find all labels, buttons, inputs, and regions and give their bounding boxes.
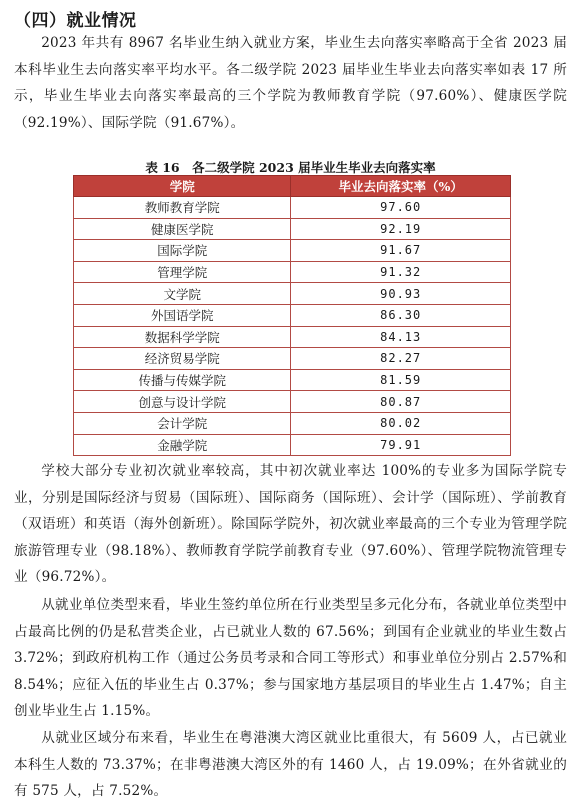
paragraph-regions: 从就业区域分布来看，毕业生在粤港澳大湾区就业比重很大，有 5609 人，占已就业本科生人数的 73.37%；在非粤港澳大湾区外的有 1460 人，占 19.09%；在外省就业的有 575 人，占 7.52%。 [14, 730, 567, 799]
table-row [74, 326, 511, 348]
college-cell: 经济贸易学院 [74, 348, 291, 370]
table-row [74, 348, 511, 370]
rate-cell: 79.91 [291, 434, 511, 456]
table-row [74, 240, 511, 262]
college-cell: 文学院 [74, 283, 291, 305]
rate-cell: 97.60 [291, 197, 511, 219]
paragraph-employer-types: 从就业单位类型来看，毕业生签约单位所在行业类型呈多元化分布，各就业单位类型中占最高比例的仍是私营类企业，占已就业人数的 67.56%；到国有企业就业的毕业生数占 3.72%；到政府机构工作（通过公务员考录和合同工等形式）和事业单位分别占 2.57%和 8.54%；应征入伍的毕业生占 0.37%；参与国家地方基层项目的毕业生占 1.47%；自主创业毕业生占 1.15%。 [14, 597, 567, 719]
paragraph-majors: 学校大部分专业初次就业率较高，其中初次就业率达 100%的专业多为国际学院专业，分别是国际经济与贸易（国际班）、国际商务（国际班）、会计学（国际班）、学前教育（双语班）和英语（海外创新班）。除国际学院外，初次就业率最高的三个专业为管理学院旅游管理专业（98.18%）、教师教育学院学前教育专业（97.60%）、管理学院物流管理专业（96.72%）。 [14, 463, 567, 585]
college-cell: 创意与设计学院 [74, 391, 291, 413]
rate-cell: 80.02 [291, 412, 511, 434]
header-rate: 毕业去向落实率（%） [291, 176, 511, 197]
table-row [74, 218, 511, 240]
table-header-row [74, 176, 511, 197]
rate-cell: 84.13 [291, 326, 511, 348]
college-cell: 健康医学院 [74, 218, 291, 240]
rate-cell: 86.30 [291, 304, 511, 326]
table-row [74, 261, 511, 283]
college-cell: 数据科学学院 [74, 326, 291, 348]
college-cell: 外国语学院 [74, 304, 291, 326]
college-cell: 金融学院 [74, 434, 291, 456]
table-row [74, 304, 511, 326]
college-cell: 会计学院 [74, 412, 291, 434]
rate-cell: 82.27 [291, 348, 511, 370]
rate-cell: 81.59 [291, 369, 511, 391]
table-row [74, 391, 511, 413]
table-caption: 表 16 各二级学院 2023 届毕业生毕业去向落实率 [145, 160, 436, 175]
rate-cell: 90.93 [291, 283, 511, 305]
rate-cell: 80.87 [291, 391, 511, 413]
table-row [74, 434, 511, 456]
college-cell: 管理学院 [74, 261, 291, 283]
rate-cell: 91.32 [291, 261, 511, 283]
header-college: 学院 [74, 176, 291, 197]
college-cell: 国际学院 [74, 240, 291, 262]
college-cell: 传播与传媒学院 [74, 369, 291, 391]
rate-cell: 91.67 [291, 240, 511, 262]
table-row [74, 369, 511, 391]
rate-cell: 92.19 [291, 218, 511, 240]
intro-paragraph: 2023 年共有 8967 名毕业生纳入就业方案，毕业生去向落实率略高于全省 2023 届本科毕业生去向落实率平均水平。各二级学院 2023 届毕业生毕业去向落实率如表 17 所示，毕业生毕业去向落实率最高的三个学院为教师教育学院（97.60%）、健康医学院（92.19%）、国际学院（91.67%）。 [14, 35, 567, 131]
section-heading: （四）就业情况 [14, 11, 137, 31]
table-row [74, 412, 511, 434]
table-row [74, 197, 511, 219]
table-row [74, 283, 511, 305]
college-rate-table [73, 175, 511, 456]
college-cell: 教师教育学院 [74, 197, 291, 219]
